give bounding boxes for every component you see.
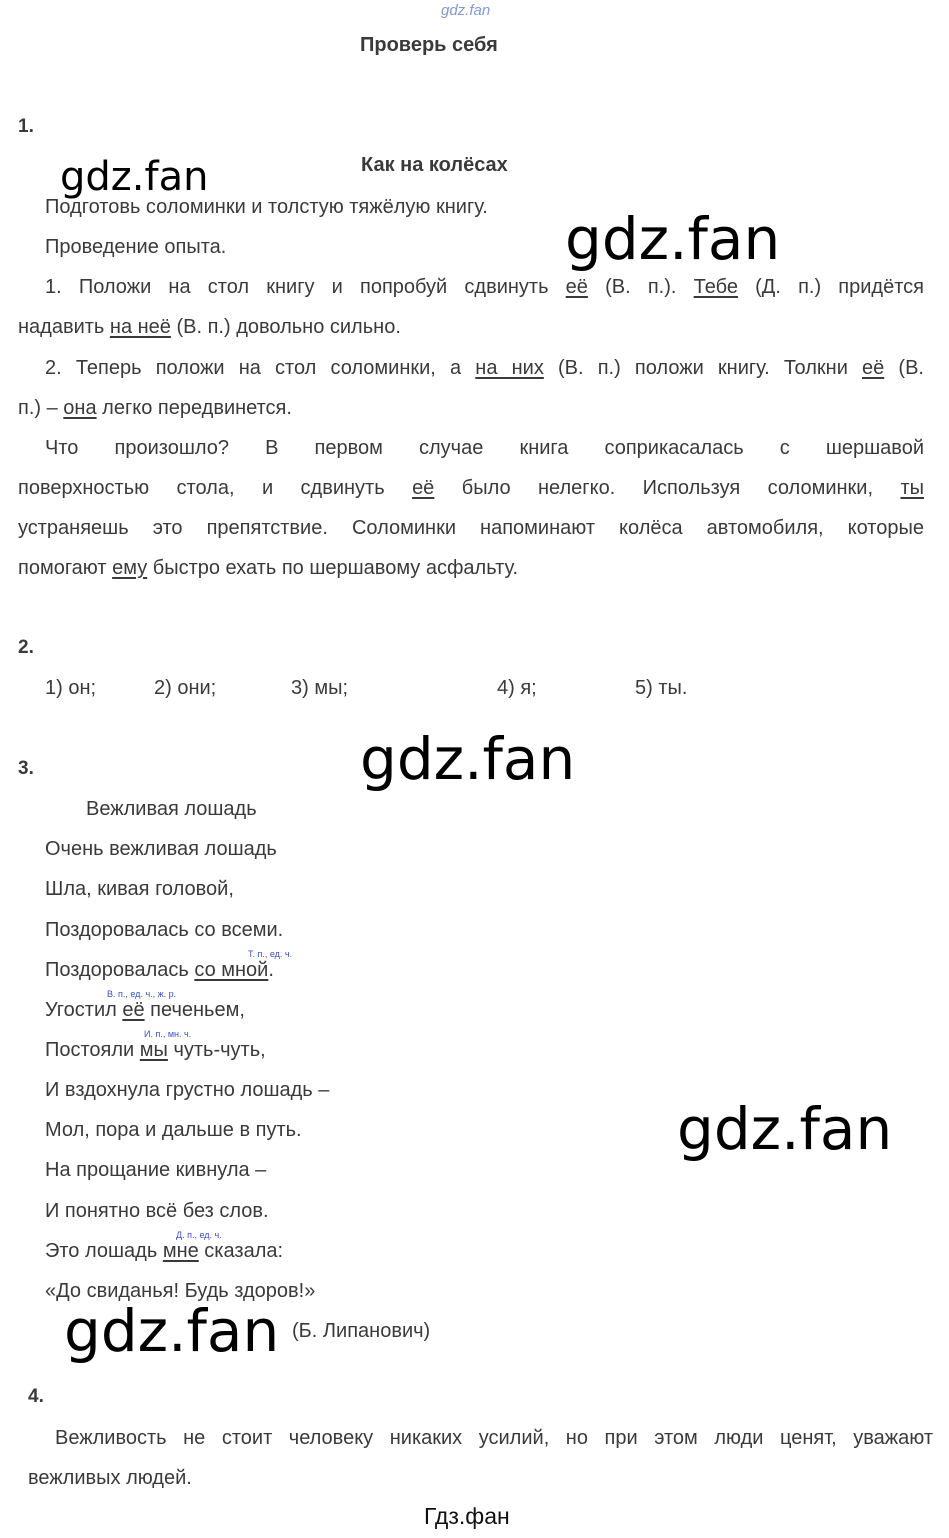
- task2-answer-3: 3) мы;: [291, 677, 349, 699]
- watermark-2: gdz.fan: [565, 205, 781, 273]
- task1-p5-line1: Что произошло? В первом случае книга соприкасалась с шершавой: [45, 437, 924, 459]
- task4-line-1: Вежливость не стоит человеку никаких усилий, но при этом люди ценят, уважают: [55, 1427, 933, 1449]
- poem-note-6: И. п., мн. ч.: [144, 1029, 192, 1039]
- poem-line-11: Это лошадь мне сказала:: [45, 1240, 284, 1262]
- top-watermark: gdz.fan: [441, 2, 491, 19]
- task1-heading: Как на колёсах: [361, 154, 508, 176]
- watermark-3: gdz.fan: [360, 725, 576, 793]
- poem-line-10: И понятно всё без слов.: [45, 1200, 269, 1222]
- task4-number: 4.: [28, 1386, 44, 1407]
- poem-note-11: Д. п., ед. ч.: [176, 1230, 222, 1240]
- task1-p3-line1: 1. Положи на стол книгу и попробуй сдвинуть её (В. п.). Тебе (Д. п.) придётся: [45, 276, 924, 298]
- task2-number: 2.: [18, 637, 34, 658]
- task2-answer-1: 1) он;: [45, 677, 97, 699]
- poem-note-5: В. п., ед. ч., ж. р.: [107, 989, 177, 999]
- task1-p4-line1: 2. Теперь положи на стол соломинки, а на них (В. п.) положи книгу. Толкни её (В.: [45, 357, 924, 379]
- footer-brand: Гдз.фан: [424, 1503, 510, 1529]
- task2-answer-2: 2) они;: [154, 677, 217, 699]
- poem-line-7: И вздохнула грустно лошадь –: [45, 1079, 330, 1101]
- task1-p1: Подготовь соломинки и толстую тяжёлую книгу.: [45, 196, 488, 218]
- poem-line-2: Шла, кивая головой,: [45, 878, 234, 900]
- poem-line-9: На прощание кивнула –: [45, 1159, 267, 1181]
- watermark-1: gdz.fan: [60, 154, 209, 200]
- poem-line-5: Угостил её печеньем,: [45, 999, 245, 1021]
- watermark-5: gdz.fan: [64, 1297, 280, 1365]
- task3-number: 3.: [18, 758, 34, 779]
- poem-line-3: Поздоровалась со всеми.: [45, 919, 284, 941]
- page-title: Проверь себя: [360, 34, 498, 56]
- task1-p4-line2: п.) – она легко передвинется.: [18, 397, 292, 419]
- task1-p3-line2: надавить на неё (В. п.) довольно сильно.: [18, 316, 401, 338]
- poem-author: (Б. Липанович): [292, 1320, 431, 1342]
- task2-answer-4: 4) я;: [497, 677, 537, 699]
- poem-line-6: Постояли мы чуть-чуть,: [45, 1039, 266, 1061]
- task1-p5-line4: помогают ему быстро ехать по шершавому асфальту.: [18, 557, 519, 579]
- task1-p5-line3: устраняешь это препятствие. Соломинки напоминают колёса автомобиля, которые: [18, 517, 924, 539]
- poem-line-12: «До свиданья! Будь здоров!»: [45, 1280, 316, 1302]
- task1-p2: Проведение опыта.: [45, 236, 227, 258]
- task1-number: 1.: [18, 116, 34, 137]
- poem-note-4: Т. п., ед. ч.: [248, 949, 293, 959]
- task1-p5-line2: поверхностью стола, и сдвинуть её было нелегко. Используя соломинки, ты: [18, 477, 924, 499]
- poem-line-8: Мол, пора и дальше в путь.: [45, 1119, 302, 1141]
- task4-line-2: вежливых людей.: [28, 1467, 192, 1489]
- task2-answer-5: 5) ты.: [635, 677, 688, 699]
- poem-title: Вежливая лошадь: [86, 798, 257, 820]
- poem-line-1: Очень вежливая лошадь: [45, 838, 277, 860]
- watermark-4: gdz.fan: [677, 1095, 893, 1163]
- poem-line-4: Поздоровалась со мной.: [45, 959, 274, 981]
